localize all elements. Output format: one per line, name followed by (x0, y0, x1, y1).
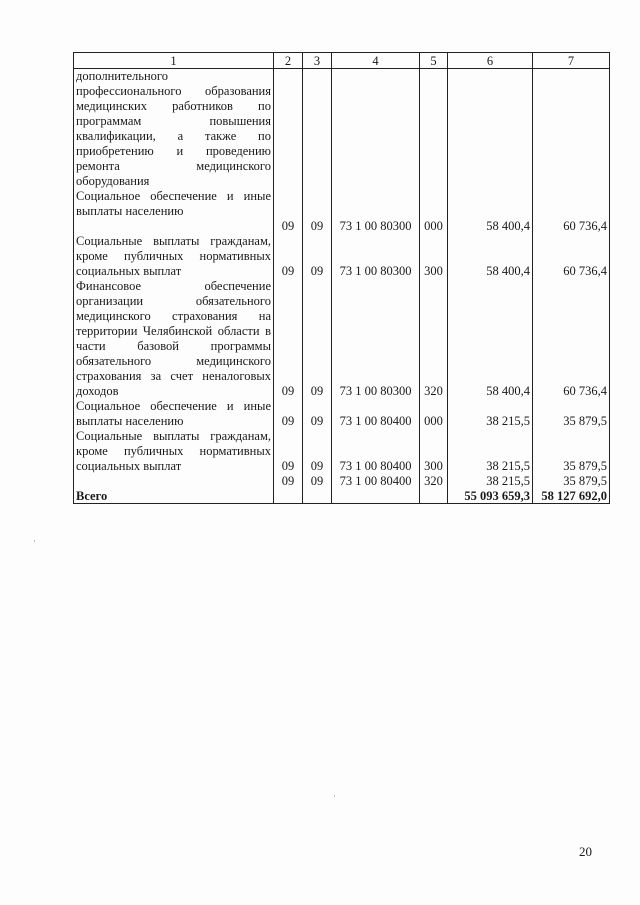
col-header-6: 6 (448, 53, 533, 69)
row-csr: 73 1 00 80400 (332, 399, 420, 429)
row-sum-1: 38 215,5 (448, 399, 533, 429)
row-podrazdel: 09 (303, 399, 332, 429)
row-name (74, 474, 274, 489)
total-sum-1: 55 093 659,3 (448, 489, 533, 504)
row-podrazdel (303, 69, 332, 190)
row-podrazdel: 09 (303, 279, 332, 399)
table-row (74, 474, 610, 489)
total-label: Всего (74, 489, 274, 504)
table-row (74, 189, 610, 219)
col-header-2: 2 (274, 53, 303, 69)
row-vr: 300 (420, 234, 448, 279)
row-sum-2: 35 879,5 (533, 399, 610, 429)
row-podrazdel: 09 (303, 234, 332, 279)
row-sum-1 (448, 69, 533, 190)
row-sum-2: 60 736,4 (533, 279, 610, 399)
table-row (74, 69, 610, 190)
col-header-7: 7 (533, 53, 610, 69)
row-podrazdel: 09 (303, 429, 332, 474)
row-sum-2: 35 879,5 (533, 474, 610, 489)
row-vr: 300 (420, 429, 448, 474)
col-header-4: 4 (332, 53, 420, 69)
row-sum-2: 60 736,4 (533, 219, 610, 234)
row-podrazdel: 09 (303, 474, 332, 489)
row-csr: 73 1 00 80300 (332, 219, 420, 234)
row-name: Финансовое обеспечение организации обязательного медицинского страхования на территории Челябинской области в части базовой программы обязательного медицинского страхования за счет неналоговых доходов (74, 279, 274, 399)
row-vr (420, 189, 448, 219)
col-header-1: 1 (74, 53, 274, 69)
row-sum-1 (448, 189, 533, 219)
row-vr: 000 (420, 399, 448, 429)
row-razdel (274, 69, 303, 190)
row-name: Социальные выплаты гражданам, кроме публичных нормативных социальных выплат (74, 429, 274, 474)
row-sum-2: 60 736,4 (533, 234, 610, 279)
table-row (74, 399, 610, 429)
row-podrazdel (303, 189, 332, 219)
row-razdel: 09 (274, 429, 303, 474)
row-csr (332, 69, 420, 190)
row-vr: 320 (420, 279, 448, 399)
row-sum-1: 38 215,5 (448, 429, 533, 474)
row-razdel: 09 (274, 219, 303, 234)
row-name (74, 219, 274, 234)
row-razdel: 09 (274, 399, 303, 429)
total-row (74, 489, 610, 504)
row-sum-1: 58 400,4 (448, 234, 533, 279)
row-name: Социальное обеспечение и иные выплаты населению (74, 189, 274, 219)
row-csr: 73 1 00 80300 (332, 279, 420, 399)
row-vr (420, 69, 448, 190)
scan-speck (334, 795, 335, 797)
row-sum-2 (533, 189, 610, 219)
row-csr (332, 189, 420, 219)
table-row (74, 234, 610, 279)
page-number: 20 (579, 844, 592, 859)
row-vr: 000 (420, 219, 448, 234)
row-csr: 73 1 00 80300 (332, 234, 420, 279)
header-row (74, 53, 610, 69)
budget-table (73, 52, 610, 504)
row-razdel: 09 (274, 234, 303, 279)
table-row (74, 219, 610, 234)
row-csr: 73 1 00 80400 (332, 429, 420, 474)
row-sum-2 (533, 69, 610, 190)
row-name: Социальное обеспечение и иные выплаты населению (74, 399, 274, 429)
col-header-3: 3 (303, 53, 332, 69)
row-csr: 73 1 00 80400 (332, 474, 420, 489)
total-sum-2: 58 127 692,0 (533, 489, 610, 504)
scan-speck (34, 540, 35, 542)
row-podrazdel: 09 (303, 219, 332, 234)
row-name: Социальные выплаты гражданам, кроме публичных нормативных социальных выплат (74, 234, 274, 279)
row-vr: 320 (420, 474, 448, 489)
row-name: дополнительного профессионального образования медицинских работников по программам повышения квалификации, а также по приобретению и проведению ремонта медицинского оборудования (74, 69, 274, 190)
row-razdel (274, 189, 303, 219)
row-sum-1: 38 215,5 (448, 474, 533, 489)
row-razdel: 09 (274, 474, 303, 489)
col-header-5: 5 (420, 53, 448, 69)
table-row (74, 429, 610, 474)
row-sum-1: 58 400,4 (448, 219, 533, 234)
row-sum-2: 35 879,5 (533, 429, 610, 474)
row-razdel: 09 (274, 279, 303, 399)
row-sum-1: 58 400,4 (448, 279, 533, 399)
table-row (74, 279, 610, 399)
